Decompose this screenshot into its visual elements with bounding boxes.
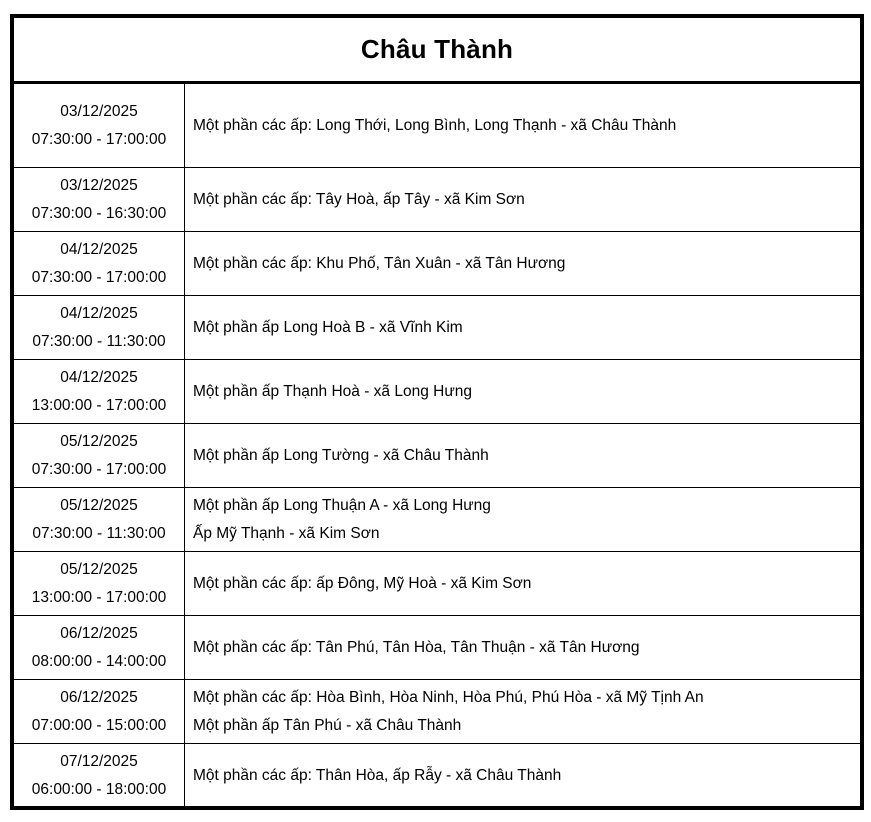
- time-cell: [14, 616, 185, 680]
- time-cell: [14, 168, 185, 232]
- table-row: [14, 296, 860, 360]
- time-cell: [14, 488, 185, 552]
- time-cell: [14, 552, 185, 616]
- outage-time-range: 07:30:00 - 16:30:00: [31, 204, 167, 222]
- affected-area: Một phần các ấp: ấp Đông, Mỹ Hoà - xã Kim Sơn: [193, 574, 532, 592]
- affected-area: Một phần các ấp: Khu Phố, Tân Xuân - xã Tân Hương: [193, 254, 566, 272]
- affected-area: Một phần các ấp: Tây Hoà, ấp Tây - xã Kim Sơn: [193, 190, 525, 208]
- outage-time-range: 07:30:00 - 11:30:00: [32, 332, 166, 350]
- table-row: [14, 680, 860, 744]
- area-cell: [185, 680, 861, 744]
- area-cell: [185, 424, 861, 488]
- affected-area: Một phần ấp Tân Phú - xã Châu Thành: [193, 716, 462, 734]
- affected-area: Một phần ấp Thạnh Hoà - xã Long Hưng: [193, 382, 472, 400]
- table-row: [14, 552, 860, 616]
- schedule-rows: [14, 84, 860, 807]
- outage-date: 06/12/2025: [60, 624, 138, 642]
- outage-date: 07/12/2025: [60, 752, 138, 770]
- outage-date: 04/12/2025: [60, 304, 138, 322]
- outage-date: 05/12/2025: [60, 560, 138, 578]
- outage-date: 05/12/2025: [60, 496, 138, 514]
- affected-area: Một phần các ấp: Hòa Bình, Hòa Ninh, Hòa Phú, Phú Hòa - xã Mỹ Tịnh An: [193, 688, 704, 706]
- table-row: [14, 232, 860, 296]
- outage-time-range: 13:00:00 - 17:00:00: [31, 588, 167, 606]
- area-cell: [185, 552, 861, 616]
- outage-time-range: 07:30:00 - 17:00:00: [31, 130, 167, 148]
- area-cell: [185, 296, 861, 360]
- table-row: [14, 744, 860, 808]
- table-row: [14, 84, 860, 168]
- area-cell: [185, 232, 861, 296]
- table-title: Châu Thành: [360, 34, 514, 64]
- table-row: [14, 488, 860, 552]
- affected-area: Một phần ấp Long Thuận A - xã Long Hưng: [193, 496, 491, 514]
- outage-time-range: 07:00:00 - 15:00:00: [31, 716, 167, 734]
- table-header: [14, 18, 860, 84]
- outage-time-range: 07:30:00 - 17:00:00: [31, 460, 167, 478]
- time-cell: [14, 84, 185, 168]
- time-cell: [14, 424, 185, 488]
- outage-schedule-table: [10, 14, 864, 810]
- outage-date: 03/12/2025: [60, 102, 138, 120]
- outage-time-range: 07:30:00 - 11:30:00: [32, 524, 166, 542]
- outage-date: 06/12/2025: [60, 688, 138, 706]
- outage-date: 04/12/2025: [60, 368, 138, 386]
- time-cell: [14, 296, 185, 360]
- affected-area: Một phần ấp Long Tường - xã Châu Thành: [193, 446, 489, 464]
- area-cell: [185, 744, 861, 808]
- time-cell: [14, 360, 185, 424]
- time-cell: [14, 680, 185, 744]
- outage-time-range: 07:30:00 - 17:00:00: [31, 268, 167, 286]
- area-cell: [185, 360, 861, 424]
- area-cell: [185, 616, 861, 680]
- affected-area: Ấp Mỹ Thạnh - xã Kim Sơn: [193, 524, 380, 542]
- outage-time-range: 08:00:00 - 14:00:00: [31, 652, 167, 670]
- area-cell: [185, 168, 861, 232]
- outage-time-range: 06:00:00 - 18:00:00: [31, 780, 167, 798]
- affected-area: Một phần các ấp: Long Thới, Long Bình, Long Thạnh - xã Châu Thành: [193, 116, 677, 134]
- outage-date: 03/12/2025: [60, 176, 138, 194]
- area-cell: [185, 488, 861, 552]
- table-row: [14, 424, 860, 488]
- table-row: [14, 616, 860, 680]
- table-row: [14, 168, 860, 232]
- area-cell: [185, 84, 861, 168]
- table-row: [14, 360, 860, 424]
- affected-area: Một phần ấp Long Hoà B - xã Vĩnh Kim: [193, 318, 463, 336]
- affected-area: Một phần các ấp: Thân Hòa, ấp Rẫy - xã Châu Thành: [193, 766, 562, 784]
- outage-time-range: 13:00:00 - 17:00:00: [31, 396, 167, 414]
- affected-area: Một phần các ấp: Tân Phú, Tân Hòa, Tân Thuận - xã Tân Hương: [193, 638, 640, 656]
- time-cell: [14, 232, 185, 296]
- outage-date: 05/12/2025: [60, 432, 138, 450]
- outage-date: 04/12/2025: [60, 240, 138, 258]
- time-cell: [14, 744, 185, 808]
